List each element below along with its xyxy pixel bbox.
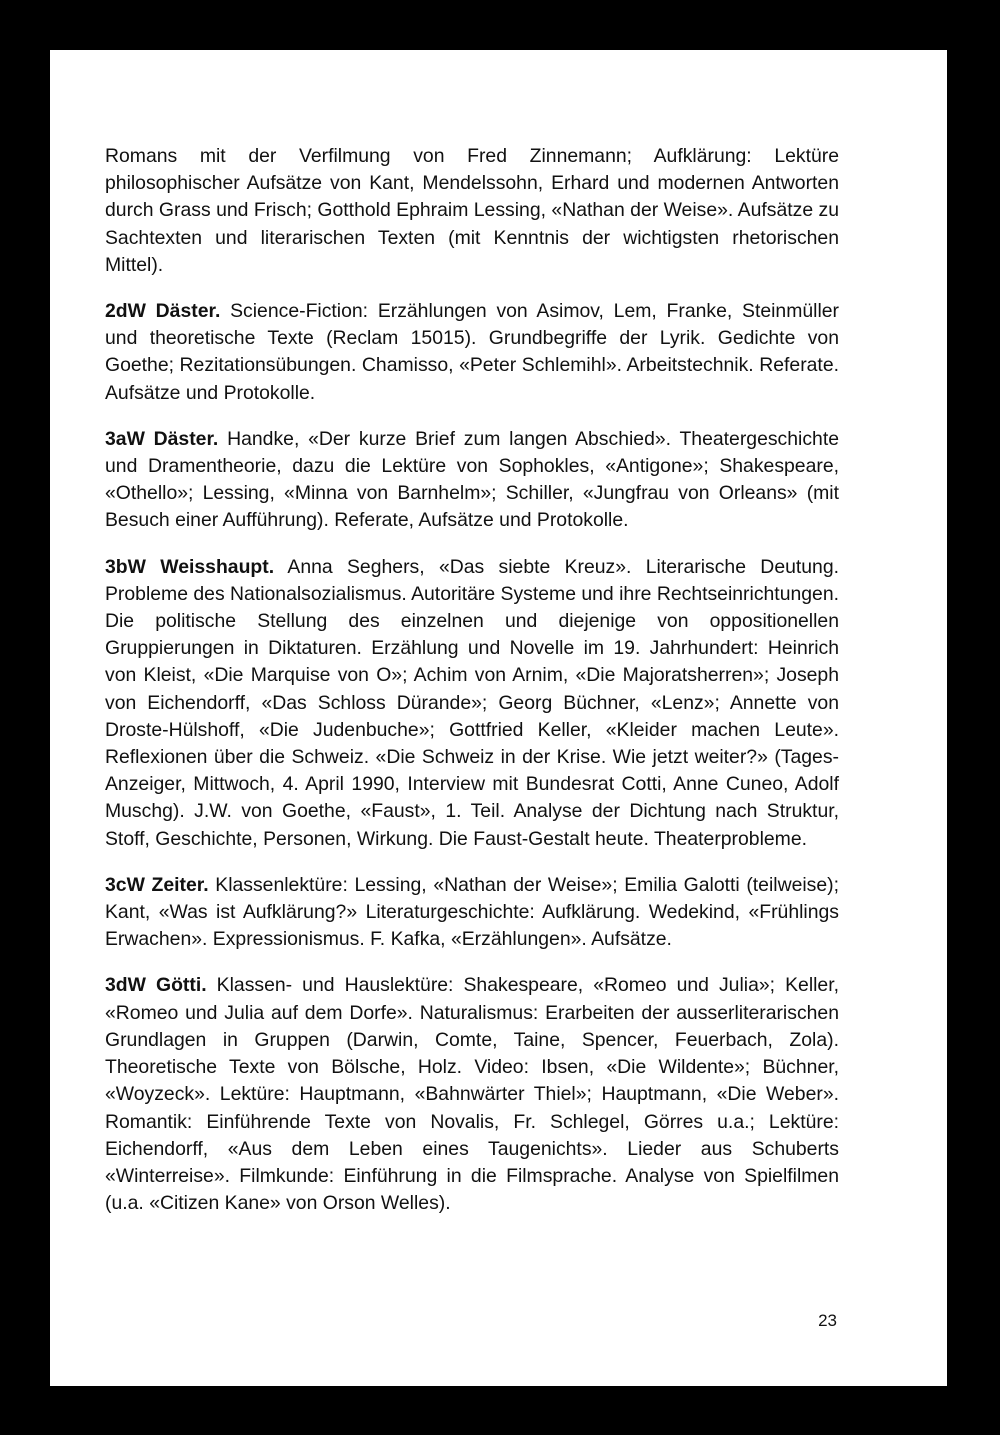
paragraph-2dw <box>105 298 839 407</box>
paragraph-text: Klassen- und Hauslektüre: Shakespeare, «Romeo und Julia»; Keller, «Romeo und Julia auf dem Dorfe». Naturalismus: Erarbeiten der ausserliterarischen Grundlagen in Gruppen (Darwin, Comte, Taine, Spencer, Feuerbach, Zola). Theoretische Texte von Bölsche, Holz. Video: Ibsen, «Die Wildente»; Büchner, «Woyzeck». Lektüre: Hauptmann, «Bahnwärter Thiel»; Hauptmann, «Die Weber». Romantik: Einführende Texte von Novalis, Fr. Schlegel, Görres u.a.; Lektüre: Eichendorff, «Aus dem Leben eines Taugenichts». Lieder aus Schuberts «Winterreise». Filmkunde: Einführung in die Filmsprache. Analyse von Spielfilmen (u.a. «Citizen Kane» von Orson Welles). <box>105 974 839 1215</box>
paragraph-3cw <box>105 872 839 954</box>
body-text <box>105 143 839 1236</box>
document-page <box>50 50 947 1386</box>
paragraph-text: Science-Fiction: Erzählungen von Asimov, Lem, Franke, Steinmüller und theoretische Texte (Reclam 15015). Grundbegriffe der Lyrik. Gedichte von Goethe; Rezitationsübungen. Chamisso, «Peter Schlemihl». Arbeitstechnik. Referate. Aufsätze und Protokolle. <box>105 300 839 404</box>
class-label: 3dW Götti. <box>105 974 207 997</box>
paragraph-text: Anna Seghers, «Das siebte Kreuz». Literarische Deutung. Probleme des Nationalsozialismus. Autoritäre Systeme und ihre Rechtseinrichtungen. Die politische Stellung des einzelnen und diejenige von oppositionellen Gruppierungen in Diktaturen. Erzählung und Novelle im 19. Jahrhundert: Heinrich von Kleist, «Die Marquise von O»; Achim von Arnim, «Die Majoratsherren»; Joseph von Eichendorff, «Das Schloss Dürande»; Georg Büchner, «Lenz»; Annette von Droste-Hülshoff, «Die Judenbuche»; Gottfried Keller, «Kleider machen Leute». Reflexionen über die Schweiz. «Die Schweiz in der Krise. Wie jetzt weiter?» (Tages-Anzeiger, Mittwoch, 4. April 1990, Interview mit Bundesrat Cotti, Anne Cuneo, Adolf Muschg). J.W. von Goethe, «Faust», 1. Teil. Analyse der Dichtung nach Struktur, Stoff, Geschichte, Personen, Wirkung. Die Faust-Gestalt heute. Theaterprobleme. <box>105 555 840 850</box>
page-number: 23 <box>818 1311 837 1330</box>
class-label: 2dW Däster. <box>105 300 221 323</box>
paragraph-text: Romans mit der Verfilmung von Fred Zinnemann; Aufklärung: Lektüre philosophischer Aufsätze von Kant, Mendelssohn, Erhard und modernen Antworten durch Grass und Frisch; Gotthold Ephraim Lessing, «Nathan der Weise». Aufsätze zu Sachtexten und literarischen Texten (mit Kenntnis der wichtigsten rhetorischen Mittel). <box>105 145 839 276</box>
paragraph-text: Klassenlektüre: Lessing, «Nathan der Weise»; Emilia Galotti (teilweise); Kant, «Was ist Aufklärung?» Literaturgeschichte: Aufklärung. Wedekind, «Frühlings Erwachen». Expressionismus. F. Kafka, «Erzählungen». Aufsätze. <box>105 873 839 951</box>
paragraph-3dw <box>105 972 839 1217</box>
class-label: 3aW Däster. <box>105 427 219 450</box>
paragraph-3aw <box>105 426 839 535</box>
class-label: 3cW Zeiter. <box>105 873 209 896</box>
paragraph-3bw <box>105 554 839 853</box>
class-label: 3bW Weisshaupt. <box>105 555 275 578</box>
paragraph-continuation <box>105 143 839 279</box>
paragraph-text: Handke, «Der kurze Brief zum langen Abschied». Theatergeschichte und Dramentheorie, dazu die Lektüre von Sophokles, «Antigone»; Shakespeare, «Othello»; Lessing, «Minna von Barnhelm»; Schiller, «Jungfrau von Orleans» (mit Besuch einer Aufführung). Referate, Aufsätze und Protokolle. <box>105 427 839 532</box>
